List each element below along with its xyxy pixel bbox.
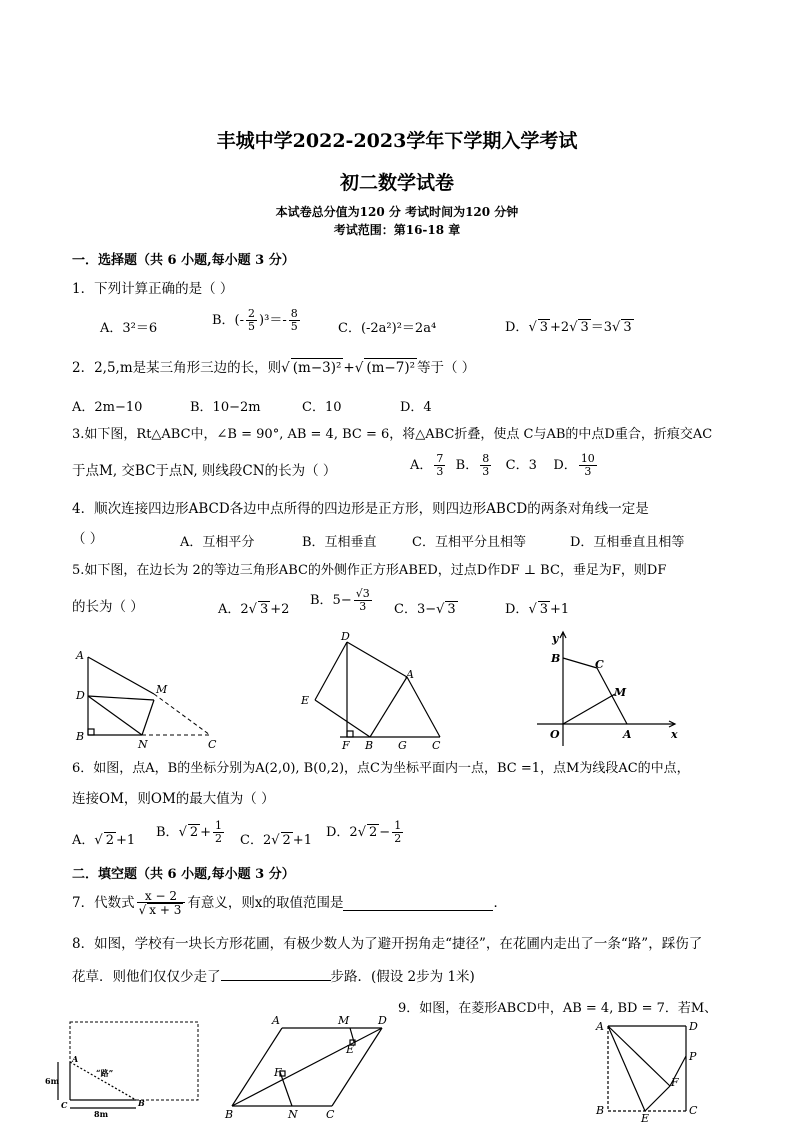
fig6-label-f: F <box>671 1076 679 1089</box>
exam-info: 本试卷总分值为120 分 考试时间为120 分钟 <box>275 205 519 219</box>
fig6-label-p: P <box>689 1050 697 1063</box>
fig6-label-c: C <box>689 1104 698 1117</box>
section-fill-title: 二．填空题（共 6 小题,每小题 3 分） <box>72 867 295 882</box>
q6-option-b: B．√ 2 + $\frac{1}{2}$ <box>156 819 223 845</box>
fig6-label-d: D <box>689 1020 698 1033</box>
fig5-label-e: E <box>346 1043 355 1056</box>
q8-answer-blank[interactable] <box>221 966 331 981</box>
fig5-label-f: F <box>274 1066 282 1079</box>
section-choice-title: 一．选择题（共 6 小题,每小题 3 分） <box>72 253 295 268</box>
figure-q8-garden <box>44 1018 204 1118</box>
question-7: 7．代数式 $\frac{x - 2}{√ x + 3}$ 有意义，则x的取值范围是 ． <box>72 889 507 917</box>
q2-option-c: C．10 <box>302 400 342 415</box>
fig1-label-d: D <box>76 689 85 702</box>
q5-option-b: B．5− $\frac{√3}{3}$ <box>310 587 370 613</box>
question-9-line1: 9．如图，在菱形ABCD中，AB = 4, BD = 7．若M、 <box>398 1001 718 1016</box>
q2-option-d: D．4 <box>400 400 432 415</box>
fig3-label-c: C <box>595 658 604 671</box>
question-4-paren: （ ） <box>72 531 104 547</box>
figure-q5-square <box>295 630 455 752</box>
question-3-line1: 3.如下图，Rt△ABC中，∠B = 90°, AB = 4, BC = 6，将△ABC折叠，使点 C与AB的中点D重合，折痕交AC <box>72 427 713 442</box>
q2-option-a: A．2m−10 <box>72 400 143 415</box>
q5-option-d: D．√ 3 +1 <box>505 602 570 617</box>
q1-option-c: C．(-2a²)²＝2a⁴ <box>338 321 437 336</box>
fig1-label-n: N <box>138 738 148 751</box>
q2-option-b: B．10−2m <box>190 400 261 415</box>
q4-option-c: C．互相平分且相等 <box>412 535 526 550</box>
fig5-label-n: N <box>288 1108 298 1121</box>
fig6-label-a: A <box>596 1020 604 1033</box>
question-5-line1: 5.如下图，在边长为 2的等边三角形ABC的外侧作正方形ABED，过点D作DF ⊥ BC，垂足为F，则DF <box>72 563 667 578</box>
q4-option-b: B．互相垂直 <box>302 535 377 550</box>
fig2-label-g: G <box>398 739 407 752</box>
q3-options: A． $\frac{7}{3}$ B． $\frac{8}{3}$ C．3 D． $\frac{10}{3}$ <box>410 452 595 478</box>
fig3-label-y: y <box>552 632 559 645</box>
fig6-label-b: B <box>596 1104 605 1117</box>
question-1-stem: 1．下列计算正确的是（ ） <box>72 281 234 297</box>
fig2-label-b: B <box>365 739 374 752</box>
question-5-line2: 的长为（ ） <box>72 599 144 615</box>
fig5-label-m: M <box>338 1014 350 1027</box>
q1-option-b: B．(- $\frac{2}{5}$ )³＝- $\frac{8}{5}$ <box>212 307 298 333</box>
figure-q9-rhombus <box>222 1008 397 1123</box>
question-3-line2: 于点M, 交BC于点N, 则线段CN的长为（ ） <box>72 463 337 479</box>
fig5-label-b: B <box>225 1108 234 1121</box>
fig5-label-a: A <box>272 1014 280 1027</box>
fig4-width: 8m <box>94 1109 109 1118</box>
fig5-label-d: D <box>378 1014 387 1027</box>
fig4-height: 6m <box>45 1076 60 1086</box>
fig3-label-a: A <box>623 728 632 741</box>
q6-option-a: A．√ 2 +1 <box>72 833 136 848</box>
fig4-road: “路” <box>96 1068 114 1078</box>
fig6-label-e: E <box>641 1112 650 1123</box>
fig4-label-c: C <box>61 1100 68 1110</box>
q7-answer-blank[interactable] <box>343 896 493 911</box>
q4-option-a: A．互相平分 <box>180 535 255 550</box>
fig2-label-d: D <box>341 630 350 643</box>
fig1-label-m: M <box>156 683 168 696</box>
question-8-line1: 8．如图，学校有一块长方形花圃，有极少数人为了避开拐角走“捷径”，在花圃内走出了一条“路”，踩伤了 <box>72 936 703 952</box>
fig3-label-m: M <box>614 686 627 699</box>
fig1-label-b: B <box>76 730 85 743</box>
question-2-stem: 2．2,5,m是某三角形三边的长，则√ (m−3)² +√ (m−7)² 等于（ ） <box>72 360 476 376</box>
figure-q10-square <box>590 1016 710 1123</box>
fig4-label-b: B <box>138 1098 145 1108</box>
question-6-line1: 6．如图，点A，B的坐标分别为A(2,0), B(0,2)，点C为坐标平面内一点，BC =1，点M为线段AC的中点， <box>72 761 690 776</box>
fig3-label-o: O <box>550 728 560 741</box>
q4-option-d: D．互相垂直且相等 <box>570 535 685 550</box>
fig3-label-b: B <box>551 652 561 665</box>
q5-option-a: A．2√ 3 +2 <box>218 602 290 617</box>
fig2-label-e: E <box>301 694 310 707</box>
q6-option-c: C．2√ 2 +1 <box>240 833 312 848</box>
question-4-line1: 4．顺次连接四边形ABCD各边中点所得的四边形是正方形，则四边形ABCD的两条对角线一定是 <box>72 501 649 517</box>
q6-option-d: D．2√ 2 − $\frac{1}{2}$ <box>326 819 402 845</box>
question-6-line2: 连接OM，则OM的最大值为（ ） <box>72 791 275 807</box>
fig1-label-a: A <box>76 649 84 662</box>
q5-option-c: C．3−√ 3 <box>394 602 456 617</box>
fig3-label-x: x <box>671 728 678 741</box>
fig2-label-a: A <box>406 668 414 681</box>
figure-q3-triangle <box>70 645 230 755</box>
fig4-label-a: A <box>72 1054 79 1064</box>
q1-option-d: D．√ 3 +2√ 3 ＝3√ 3 <box>505 320 632 335</box>
exam-title: 丰城中学2022-2023学年下学期入学考试 <box>216 130 578 152</box>
fig2-label-c: C <box>432 739 441 752</box>
q1-option-a: A．3²＝6 <box>100 321 158 336</box>
exam-subtitle: 初二数学试卷 <box>339 172 454 194</box>
fig2-label-f: F <box>342 739 350 752</box>
fig5-label-c: C <box>326 1108 335 1121</box>
figure-q6-coordinate <box>535 628 685 746</box>
question-8-line2: 花草．则他们仅仅少走了 步路．(假设 2步为 1米) <box>72 966 475 986</box>
exam-range: 考试范围：第16-18 章 <box>333 223 461 237</box>
fig1-label-c: C <box>208 738 217 751</box>
